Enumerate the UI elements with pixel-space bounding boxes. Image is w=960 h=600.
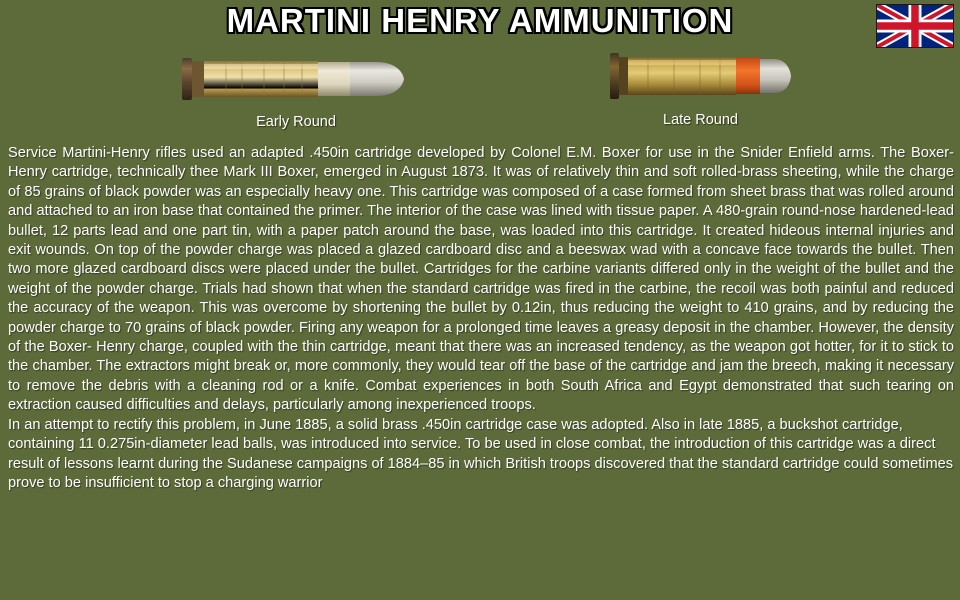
late-round-caption: Late Round: [663, 112, 738, 128]
early-round-image: [180, 52, 412, 130]
union-jack-flag: [876, 4, 954, 48]
body-paragraph-2: In an attempt to rectify this problem, in June 1885, a solid brass .450in cartridge case was adopted. Also in late 1885, a buckshot cartridge, containing 11 0.275in-diameter lead balls, was introduced into service. To be used in close combat, the introduction of this cartridge was a direct result of lessons learnt during the Sudanese campaigns of 1884–85 in which British troops discovered that the standard cartridge could sometimes prove to be insufficient to stop a charging warrior: [8, 416, 954, 491]
early-cartridge-illustration: [180, 52, 412, 108]
union-jack-icon: [877, 5, 953, 47]
page-title: MARTINI HENRY AMMUNITION: [226, 2, 734, 39]
late-cartridge-illustration: [608, 48, 793, 106]
body-paragraph-1: Service Martini-Henry rifles used an adapted .450in cartridge developed by Colonel E.M. Boxer for use in the Snider Enfield arms. The Boxer-Henry cartridge, technically thee Mark III Boxer, emerged in August 1873. It was of relatively thin and soft rolled-brass sheeting, while the charge of 85 grains of black powder was an especially heavy one. This cartridge was composed of a case formed from sheet brass that was rolled around and attached to an iron base that contained the primer. The interior of the case was lined with tissue paper. A 480-grain round-nose hardened-lead bullet, 12 parts lead and one part tin, with a paper patch around the base, was loaded into this cartridge. It created hideous internal injuries and exit wounds. On top of the powder charge was placed a glazed cardboard disc and a beeswax wad with a concave face towards the bullet. Then two more glazed cardboard discs were placed under the bullet. Cartridges for the carbine variants differed only in the weight of the bullet and the weight of the powder charge. Trials had shown that when the standard cartridge was fired in the carbine, the recoil was both painful and reduced the accuracy of the weapon. This was overcome by shortening the bullet by 0.12in, thus reducing the weight to 410 grains, and by reducing the powder charge to 70 grains of black powder. Firing any weapon for a prolonged time leaves a greasy deposit in the chamber. However, the density of the Boxer- Henry charge, coupled with the thin cartridge, meant that there was an increased tendency, as the weapon got hotter, for it to stick to the chamber. The extractors might break or, more commonly, they would tear off the base of the cartridge and jam the breech, making it necessary to remove the debris with a cleaning rod or a knife. Combat experiences in both South Africa and Egypt demonstrated that such tearing on extraction caused difficulties and delays, particularly among inexperienced troops.: [8, 145, 954, 414]
late-round-image: [608, 48, 793, 128]
early-round-caption: Early Round: [256, 114, 336, 130]
article-body: [8, 144, 954, 493]
